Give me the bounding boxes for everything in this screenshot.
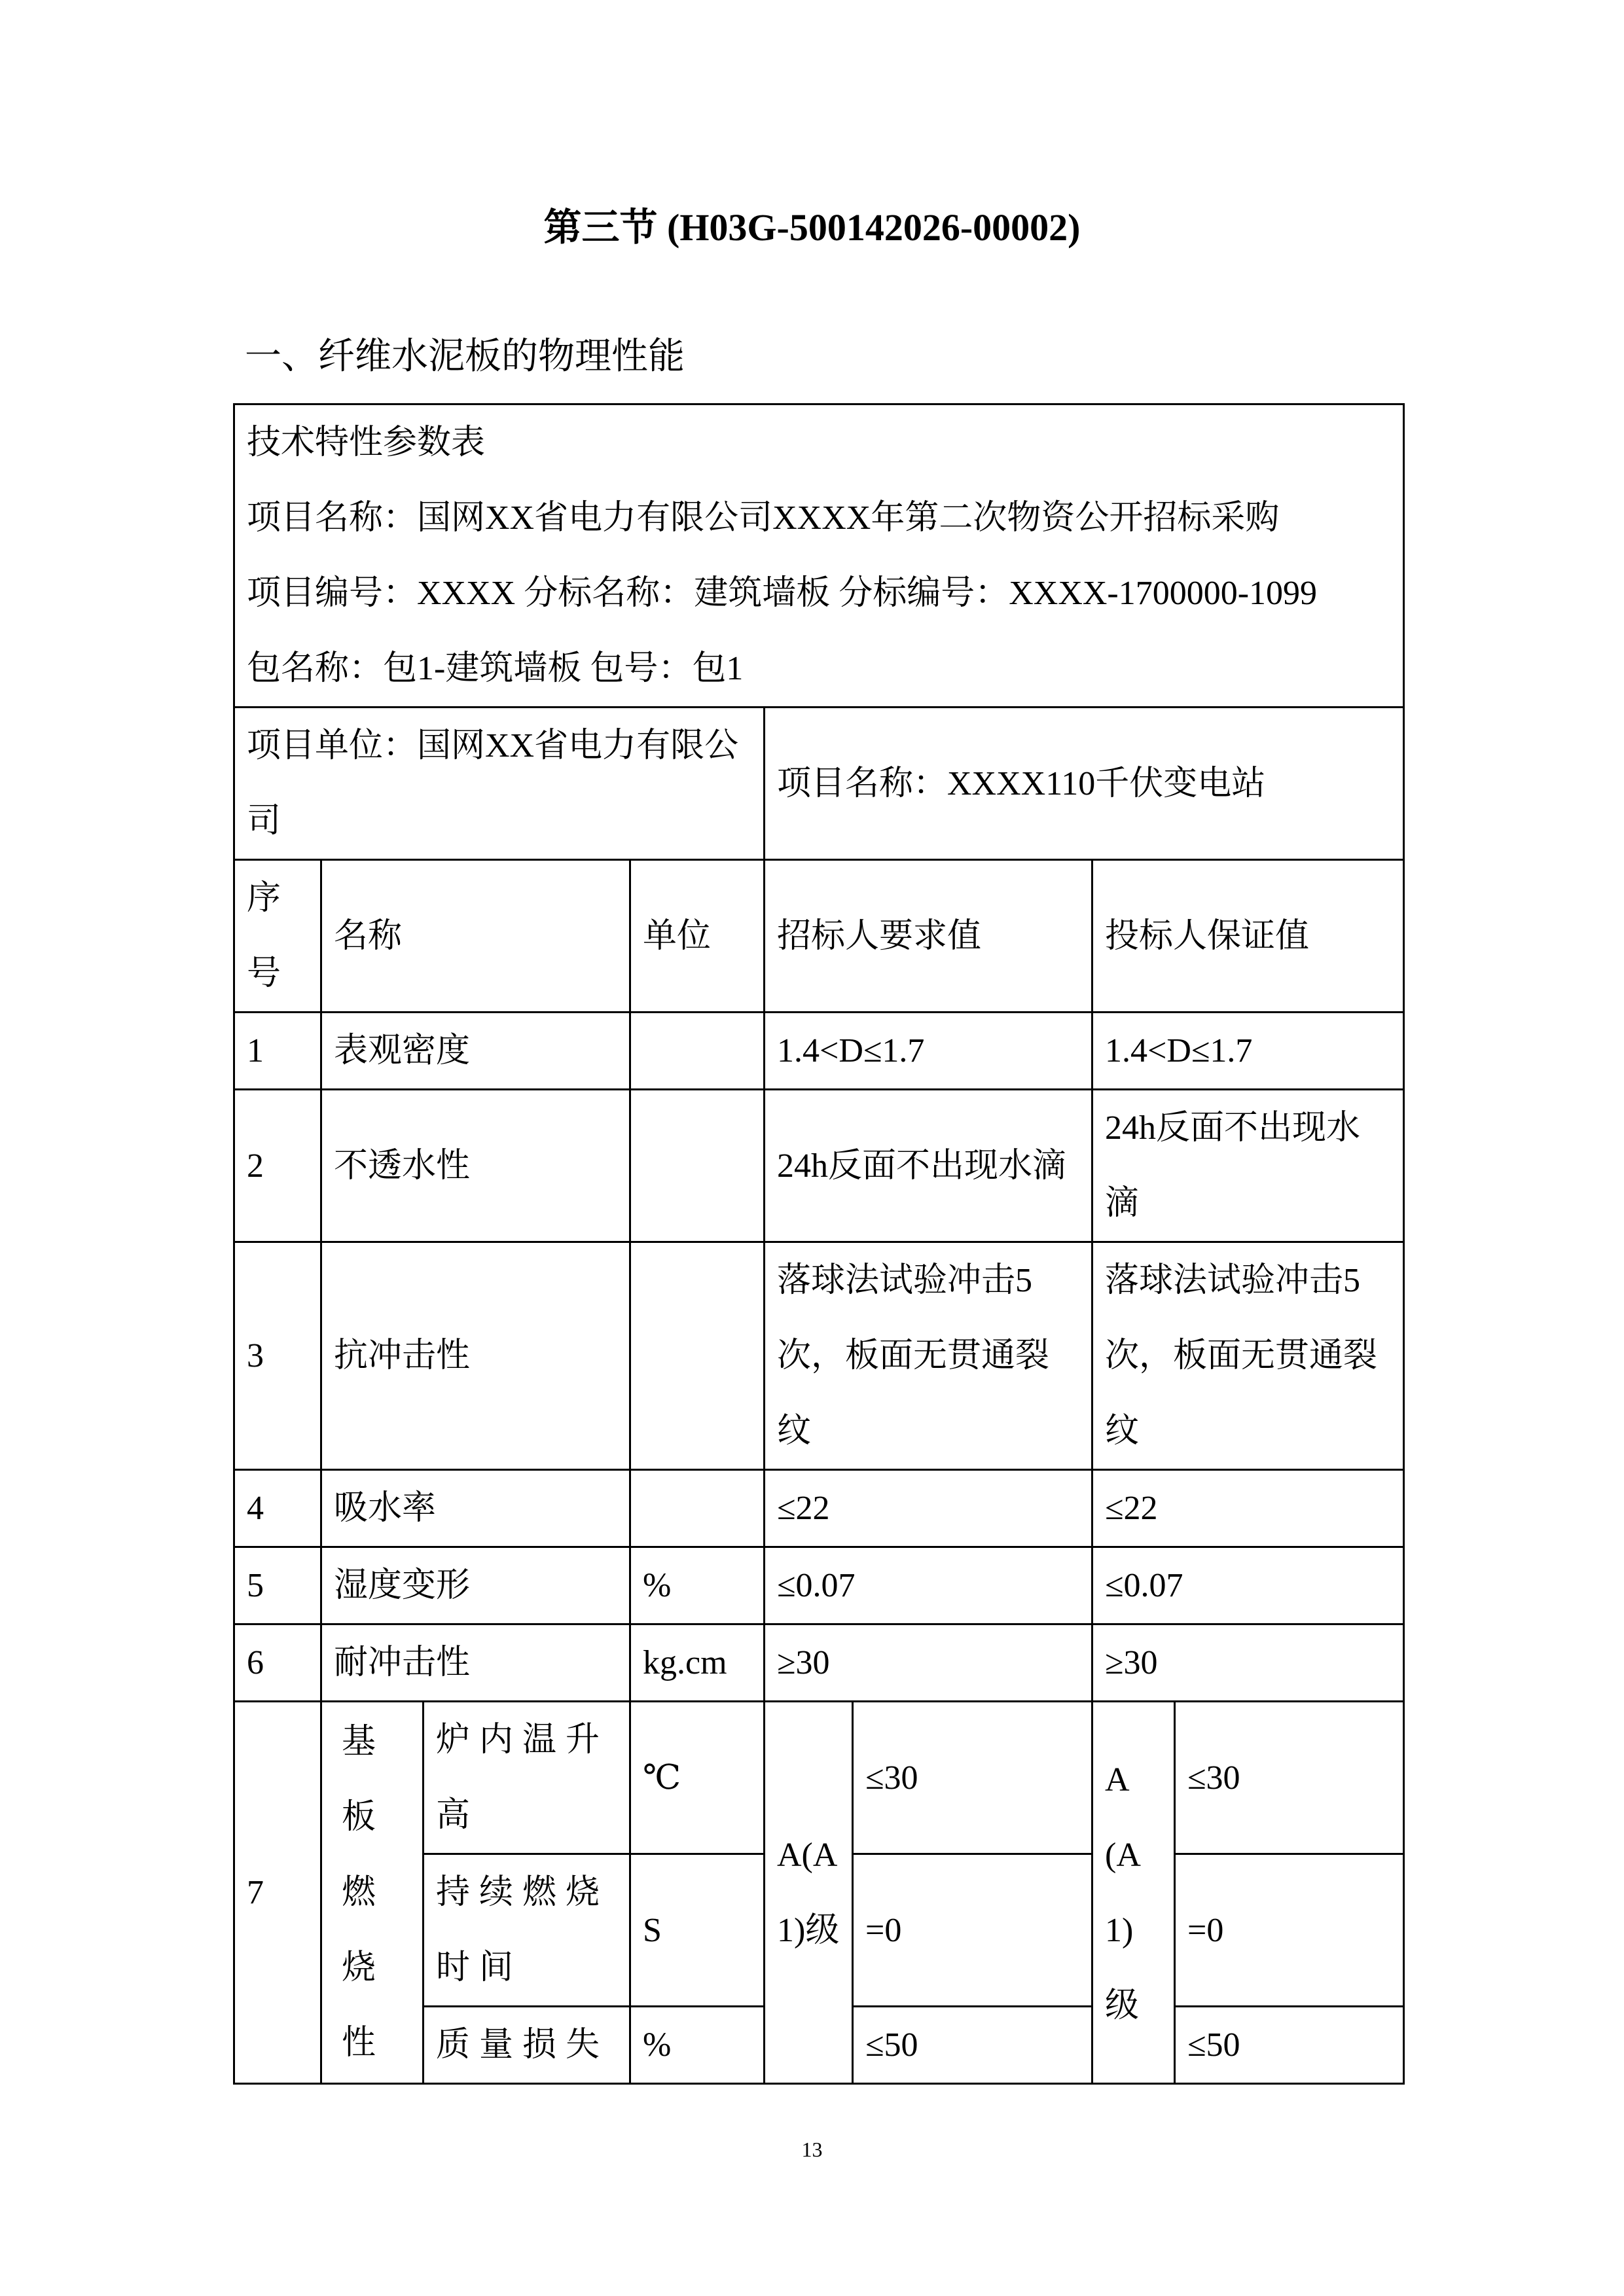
row-guaranteed: ≤0.07 [1092,1547,1404,1624]
page-number: 13 [801,2138,823,2161]
row-required: 24h反面不出现水滴 [765,1090,1092,1242]
header-unit: 单位 [630,860,765,1013]
row-name: 耐冲击性 [321,1624,630,1702]
row-unit [630,1470,765,1547]
info-cell [234,404,1404,708]
sub-name: 炉内温升高 [424,1702,630,1854]
row-no: 5 [234,1547,321,1624]
row-required: ≤22 [765,1470,1092,1547]
guaranteed-class: A(A1)级 [1092,1702,1175,2084]
row-unit [630,1090,765,1242]
sub-required: ≤50 [853,2007,1092,2084]
table-row [234,1547,1404,1624]
row-name: 表观密度 [321,1013,630,1090]
sub-name: 持续燃烧时间 [424,1854,630,2007]
row-no: 6 [234,1624,321,1702]
info-project-name: 项目名称：国网XX省电力有限公司XXXX年第二次物资公开招标采购 [247,499,1280,537]
row-group: 基板燃烧性 [321,1702,424,2084]
row-name: 不透水性 [321,1090,630,1242]
sub-unit: ℃ [630,1702,765,1854]
table-row [234,1624,1404,1702]
row-guaranteed: ≤22 [1092,1470,1404,1547]
sub-name: 质量损失 [424,2007,630,2084]
row-no: 7 [234,1702,321,2084]
sub-guaranteed: ≤50 [1175,2007,1404,2084]
row-guaranteed: ≥30 [1092,1624,1404,1702]
row-required: 落球法试验冲击5次，板面无贯通裂纹 [765,1242,1092,1470]
row-no: 1 [234,1013,321,1090]
row-no: 2 [234,1090,321,1242]
sub-unit: % [630,2007,765,2084]
info-package: 包名称：包1-建筑墙板 包号：包1 [247,650,744,687]
row-name: 吸水率 [321,1470,630,1547]
row-name: 湿度变形 [321,1547,630,1624]
required-class: A(A1)级 [765,1702,853,2084]
sub-guaranteed: ≤30 [1175,1702,1404,1854]
table-row [234,1702,1404,1854]
info-project-number: 项目编号：XXXX 分标名称：建筑墙板 分标编号：XXXX-1700000-1099 [247,575,1318,612]
section-title: 第三节 (H03G-500142026-00002) [543,206,1081,249]
project-name: 项目名称：XXXX110千伏变电站 [765,708,1404,860]
tech-params-table [233,403,1405,2085]
row-guaranteed: 24h反面不出现水滴 [1092,1090,1404,1242]
row-no: 3 [234,1242,321,1470]
section-heading: 一、纤维水泥板的物理性能 [245,336,685,377]
sub-guaranteed: =0 [1175,1854,1404,2007]
header-name: 名称 [321,860,630,1013]
row-no: 4 [234,1470,321,1547]
info-title: 技术特性参数表 [247,424,486,461]
row-required: ≤0.07 [765,1547,1092,1624]
header-no: 序号 [234,860,321,1013]
header-required: 招标人要求值 [765,860,1092,1013]
row-required: ≥30 [765,1624,1092,1702]
row-unit [630,1242,765,1470]
row-name: 抗冲击性 [321,1242,630,1470]
row-required: 1.4<D≤1.7 [765,1013,1092,1090]
header-guaranteed: 投标人保证值 [1092,860,1404,1013]
row-unit [630,1013,765,1090]
table-row [234,1090,1404,1242]
row-unit: % [630,1547,765,1624]
sub-required: ≤30 [853,1702,1092,1854]
table-row [234,1013,1404,1090]
project-unit: 项目单位：国网XX省电力有限公司 [234,708,765,860]
sub-required: =0 [853,1854,1092,2007]
row-unit: kg.cm [630,1624,765,1702]
row-guaranteed: 1.4<D≤1.7 [1092,1013,1404,1090]
row-guaranteed: 落球法试验冲击5次，板面无贯通裂纹 [1092,1242,1404,1470]
table-row [234,1242,1404,1470]
table-row [234,1470,1404,1547]
sub-unit: S [630,1854,765,2007]
